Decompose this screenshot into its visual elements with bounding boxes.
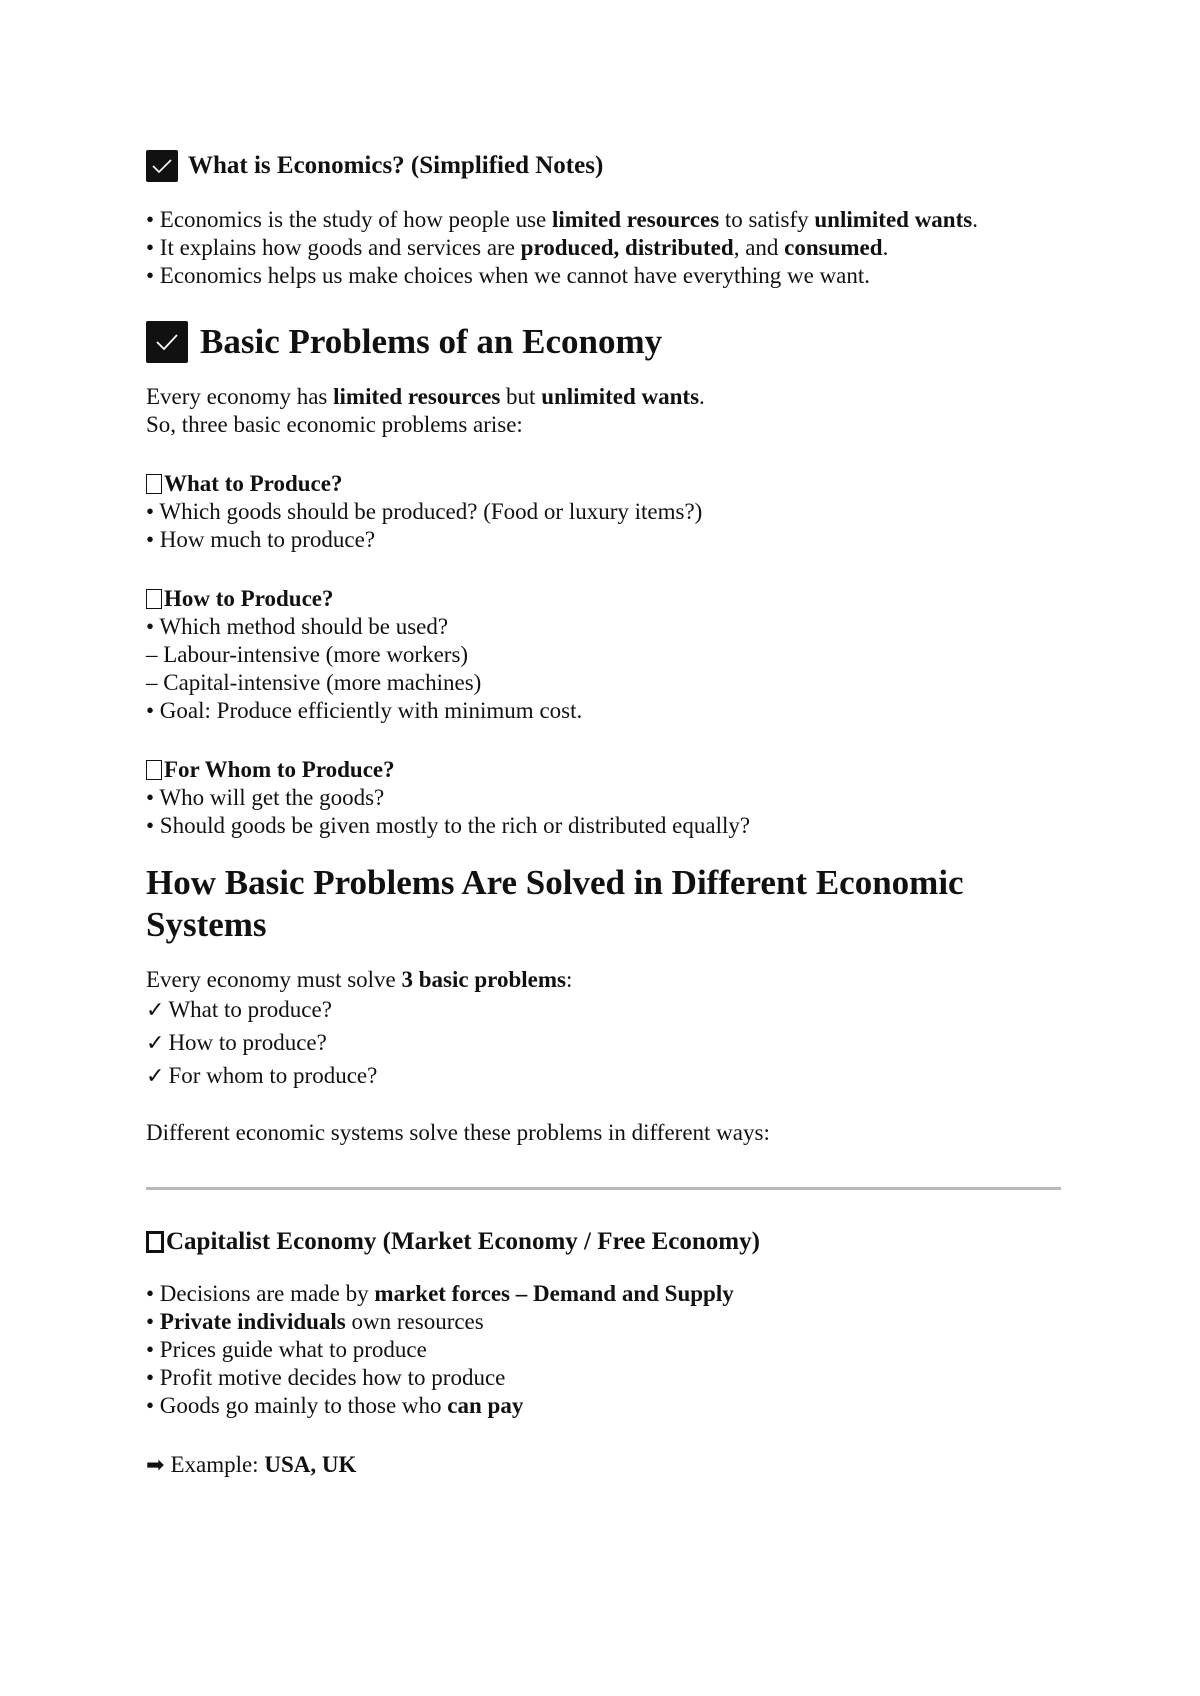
tick-item: ✓ What to produce? — [146, 997, 332, 1023]
bullet-line: • Which method should be used? — [146, 614, 449, 639]
bullet-line: • How much to produce? — [146, 527, 376, 552]
tick-item: ✓ How to produce? — [146, 1030, 327, 1056]
missing-glyph-box-icon — [146, 1231, 164, 1253]
right-arrow-icon: ➡ — [146, 1453, 165, 1478]
example-line: ➡ Example: USA, UK — [146, 1452, 357, 1478]
bullet-line: • Private individuals own resources — [146, 1309, 484, 1334]
bullet-line: • Which goods should be produced? (Food or luxury items?) — [146, 499, 703, 524]
section-heading-what-is-economics — [146, 148, 1060, 184]
bullet-line: – Labour-intensive (more workers) — [146, 642, 469, 667]
bullet-line: • Decisions are made by market forces – Demand and Supply — [146, 1281, 734, 1306]
section-heading-capitalist-economy: Capitalist Economy (Market Economy / Free Economy) — [146, 1226, 1060, 1258]
bullet-line: – Capital-intensive (more machines) — [146, 670, 482, 695]
section-heading-economic-systems: How Basic Problems Are Solved in Different Economic Systems — [146, 863, 964, 944]
checkbox-checked-icon — [146, 321, 188, 363]
intro-line: So, three basic economic problems arise: — [146, 412, 523, 437]
missing-glyph-box-icon — [146, 474, 162, 494]
bullet-line: • Goods go mainly to those who can pay — [146, 1393, 524, 1418]
check-mark-icon: ✓ — [146, 1031, 165, 1056]
bullet-line: • Should goods be given mostly to the rich or distributed equally? — [146, 813, 751, 838]
bullet-line: • It explains how goods and services are produced, distributed, and consumed. — [146, 235, 889, 260]
check-mark-icon: ✓ — [146, 998, 165, 1023]
bullet-line: • Economics is the study of how people use limited resources to satisfy unlimited wants. — [146, 207, 978, 232]
outro-line: Different economic systems solve these problems in different ways: — [146, 1120, 770, 1145]
bullet-line: • Who will get the goods? — [146, 785, 385, 810]
section-heading-basic-problems — [146, 319, 1060, 365]
tick-item: ✓ For whom to produce? — [146, 1063, 378, 1089]
heading-text: What is Economics? (Simplified Notes) — [188, 152, 604, 179]
problem-heading-for-whom: For Whom to Produce? — [146, 756, 1060, 784]
bullet-line: • Goal: Produce efficiently with minimum cost. — [146, 698, 583, 723]
problem-heading-what: What to Produce? — [146, 470, 1060, 498]
bullet-line: • Profit motive decides how to produce — [146, 1365, 506, 1390]
intro-line: Every economy must solve 3 basic problems: — [146, 967, 573, 992]
intro-line: Every economy has limited resources but unlimited wants. — [146, 384, 705, 409]
bullet-line: • Prices guide what to produce — [146, 1337, 427, 1362]
check-mark-icon: ✓ — [146, 1064, 165, 1089]
missing-glyph-box-icon — [146, 760, 162, 780]
checkbox-checked-icon — [146, 150, 178, 182]
problem-heading-how: How to Produce? — [146, 585, 1060, 613]
missing-glyph-box-icon — [146, 589, 162, 609]
bullet-line: • Economics helps us make choices when we cannot have everything we want. — [146, 263, 871, 288]
heading-text: Basic Problems of an Economy — [200, 322, 663, 361]
